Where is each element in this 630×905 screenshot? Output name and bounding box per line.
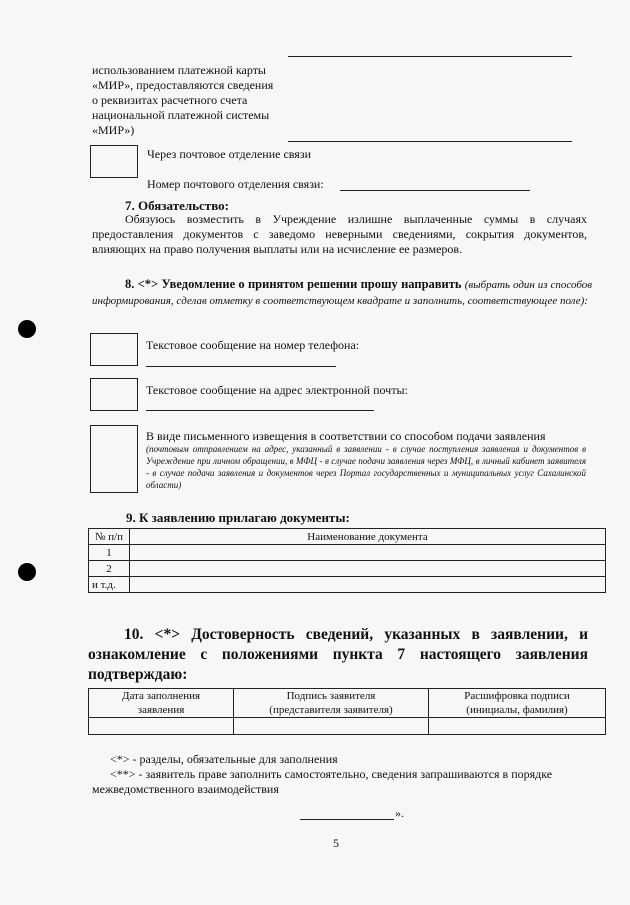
signature-cell[interactable] [234, 718, 429, 735]
row-number: и т.д. [89, 577, 130, 593]
punch-hole-top [18, 320, 36, 338]
name-column-header: Расшифровка подписи (инициалы, фамилия) [429, 689, 606, 718]
post-office-label: Через почтовое отделение связи [147, 147, 311, 161]
page-number: 5 [333, 836, 339, 850]
document-name-cell[interactable] [130, 561, 606, 577]
punch-hole-bottom [18, 563, 36, 581]
table-row [89, 545, 606, 561]
post-office-number-label: Номер почтового отделения связи: [147, 177, 324, 191]
phone-field[interactable] [146, 366, 336, 367]
post-office-checkbox[interactable] [90, 145, 138, 178]
note-optional: <**> - заявитель праве заполнить самостоятельно, сведения запрашиваются в порядке межведомственного взаимодействия [92, 767, 553, 796]
document-name-cell[interactable] [130, 577, 606, 593]
section-7-text: Обязуюсь возместить в Учреждение излишне выплаченные суммы в случаях предоставления документов с заведомо неверными сведениями, сокрытия документов, влияющих на право получения выплаты или на исчисление ее размеров. [92, 212, 587, 256]
table-row [89, 577, 606, 593]
post-office-number-field[interactable] [340, 190, 530, 191]
row-number: 2 [89, 561, 130, 577]
section-8-heading [92, 277, 592, 309]
column-number-header: № п/п [89, 529, 130, 545]
document-name-cell[interactable] [130, 545, 606, 561]
phone-checkbox[interactable] [90, 333, 138, 366]
signature-header-row [89, 689, 606, 718]
written-notice-label: В виде письменного извещения в соответствии со способом подачи заявления [146, 429, 546, 443]
card-info-text: использованием платежной карты «МИР», предоставляются сведения о реквизитах расчетного счета национальной платежной системы «МИР») [92, 63, 274, 137]
table-header-row [89, 529, 606, 545]
signature-input-row [89, 718, 606, 735]
section-8-hint: (выбрать один из способов информирования, сделав отметку в соответствующем квадрате и заполнить, соответствующее поле): [92, 279, 593, 307]
note-required: <*> - разделы, обязательные для заполнения [110, 752, 338, 766]
email-option-label: Текстовое сообщение на адрес электронной почты: [146, 383, 408, 397]
section-9-title: 9. К заявлению прилагаю документы: [126, 510, 350, 525]
table-row [89, 561, 606, 577]
card-underline [288, 141, 572, 142]
written-notice-checkbox[interactable] [90, 425, 138, 493]
section-8-title: 8. <*> Уведомление о принятом решении прошу направить [125, 277, 462, 291]
signature-table [88, 688, 606, 735]
date-cell[interactable] [89, 718, 234, 735]
row-number: 1 [89, 545, 130, 561]
top-underline [288, 56, 572, 57]
email-checkbox[interactable] [90, 378, 138, 411]
phone-option-label: Текстовое сообщение на номер телефона: [146, 338, 360, 352]
documents-table [88, 528, 606, 593]
date-column-header: Дата заполнения заявления [89, 689, 234, 718]
footer-date-end: ». [395, 806, 404, 820]
name-cell[interactable] [429, 718, 606, 735]
column-document-header: Наименование документа [130, 529, 606, 545]
written-notice-note: (почтовым отправлением на адрес, указанный в заявлении - в случае поступления заявления и документов в Учреждение при личном обращении, в МФЦ - в случае подачи заявления через МФЦ, в личный кабинет заявителя - в случае подачи заявления и документов через Портал государственных и муниципальных услуг Сахалинской области) [146, 444, 586, 490]
section-7-title: 7. Обязательство: [125, 198, 229, 213]
section-10-title: 10. <*> Достоверность сведений, указанных в заявлении, и ознакомление с положениями пункта 7 настоящего заявления подтверждаю: [88, 626, 588, 683]
email-field[interactable] [146, 410, 374, 411]
footer-date-line[interactable] [300, 819, 394, 820]
signature-column-header: Подпись заявителя (представителя заявителя) [234, 689, 429, 718]
